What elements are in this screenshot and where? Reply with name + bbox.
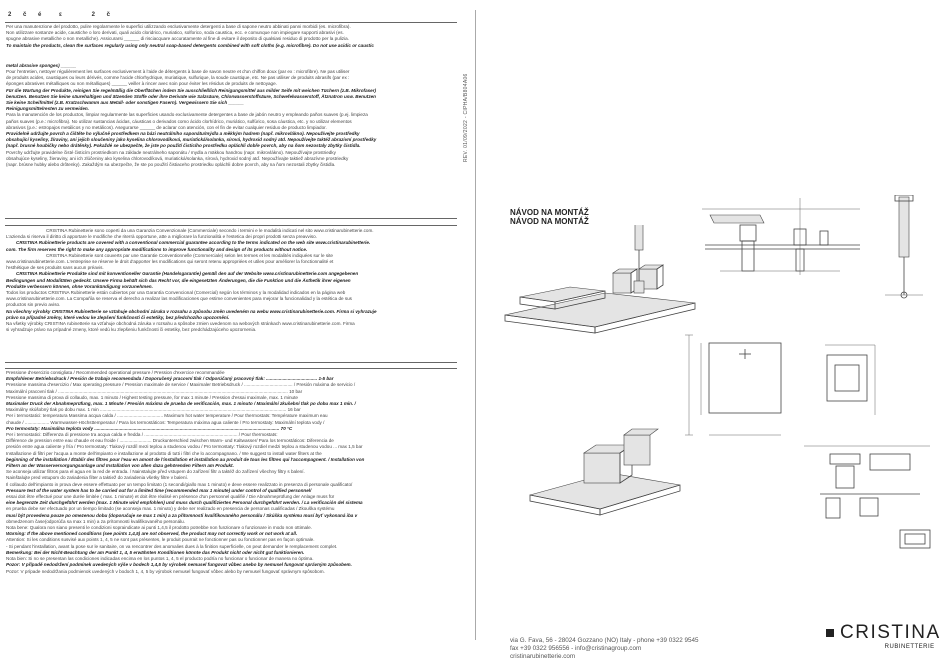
hand-shower-drawing xyxy=(875,195,935,305)
text-line: Povrchy udržujte pravidelne čisté čisticím prostriedkom na základe neutrálneho saponátu / mydla a mäkkou handrou (napr. mikrovlákno). Nepoužívajte prostriedky xyxy=(6,149,336,155)
text-line: Nota bene: Qualora non siano presenti le condizioni sopraindicate ai punti 1,4,5 il prodotto potrebbe non funzionare o funzionare in modo non ottimale. xyxy=(6,525,312,531)
text-line: Maximaler Druck der Abnahmeprüfung, max. 1 Minute / Presión máxima de prueba de verificación, max. 1 minuto / Maximální zkušební tlak po dobu max 1 min. / xyxy=(6,401,356,407)
brand-square-icon xyxy=(826,629,834,637)
text-line: obsahujúce kyseliny, žieraviny, ani ich zlúčeniny ako kyselina chlorovodíková, muriatická/solanka, sírová, hydroxid sodný atď. Nepoužívajte taktiež abrazívne prostriedky xyxy=(6,155,349,161)
text-line: Différence de pression entre eau chaude et eau froide / ......................... Druckunterschied zwischen Warm- und Kaltwasser/ Para los termostáticos: Diferencia de xyxy=(6,438,334,444)
text-line: Per i termostatici: Differenza di pressione tra acqua calda e fredda / ......................................................................... / Pour thermostats: xyxy=(6,432,278,438)
text-line: Pour l'entretien, nettoyer régulièrement les surfaces exclusivement à l'aide de détergents à base de savon neutre et d'un chiffon doux (par ex : microfibre). Ne pas utiliser xyxy=(6,69,350,75)
text-line: Pro termostaty: Maximálna teplota vody ................................................................................................................................................. 70 °C xyxy=(6,425,293,431)
handle-left xyxy=(613,269,637,293)
text-line: abrasivos (p.e.: estropajos metálicos y no metálicos). Asegurarse ______ de aclarar con atención, con el fin de evitar cualquier residuo de producto limpiador. xyxy=(6,124,327,130)
text-line: Pozor: V případě nedodržení podmínek uvedených výše v bodech 1,4,5 by výrobek nemusel fungovat vůbec anebo by nemusel fungovat správným způsobem. xyxy=(6,562,352,568)
text-line: Pozor: V prípade nedodržania podmienok uvedených v bodoch 1, 4, 5 by výrobok nemusel fungovať vôbec alebo by nemusel fungovať správnym spôsobom. xyxy=(6,568,325,574)
text-line: Pravidelně udržujte povrch a čištěte ho výlučně prostředkem na bázi neutrálního saponátu/mýdla a měkkým hadrem (např. mikrovlákno). Nepoužívejte prostředky xyxy=(6,131,360,137)
text-line: www.cristinarubinetterie.com. La Compañía se reserva el derecho a realizar las modificaciones que estime convenientes para mejorar la funcionalidad y la estética de sus xyxy=(6,296,352,302)
text-line: CRISTINA Rubinetterie products are covered with a conventional commercial guarantee according to the terms indicated on the web site www.cristinarubinetterie. xyxy=(16,240,371,246)
text-line: CRISTINA Rubinetterie sono coperti da una Garanzia Convenzionale (Commerciale) secondo i termini e le modalità indicati nel sito www.cristinarubinetterie.com. xyxy=(46,228,374,233)
header-symbol: č xyxy=(106,12,115,18)
text-line: Pressione massima di prova di collaudo, max. 1 minuto / Highest testing pressure, for max 1 minute / Pression d'essai maximale, max. 1 minute xyxy=(6,394,298,400)
mixer-isometric-drawing xyxy=(495,225,705,365)
text-line: Bedingungen und Modalitäten gedeckt. Unsere Firma behält sich das Recht vor, die eingesetzten Änderungen, die die Funktion und die Ästhetik ihrer eigenen xyxy=(6,277,351,283)
text-line: Reinigungsmittelresten zu vermeiden. xyxy=(6,106,89,112)
text-line: presión entre agua caliente y fría / Pro termostaty: Tlakový rozdíl mezi teplou a studenou vodou / Pro termostaty: Tlakový rozdiel medzi teplou a studenou vodou ... max 1,5 bar xyxy=(6,444,363,450)
text-line: chaude / ................... Warmwasser-Höchsttemperatur / Para los termostáticos: Temperatura máxima agua caliente / Pro termostaty: Maximální teplota vody / xyxy=(6,419,325,425)
text-line: Per i termostatici: temperatura Massima acqua calda / .................................... Maximum hot water temperature / Pour thermostats: Température maximum eau xyxy=(6,413,328,419)
divider xyxy=(5,22,457,23)
brand-logo xyxy=(826,622,941,650)
revision-code: REV. 01/09/2022 - CIPHA/B804A06 xyxy=(463,73,469,162)
text-line: eine begrenzte Zeit durchgeführt werden (max. 1 Minute wird empfohlen) und muss durch qualifiziertes Personal durchgeführt werden. / La verificación del sistema xyxy=(6,500,363,506)
text-line: Se aconseja utilizar filtros para el agua en la red de entrada. / Nainstalujte před vstupem do zařízení filtr a taktéž do zařízení všechny filtry s balení. xyxy=(6,469,305,475)
text-line: CRISTINA Rubinetterie sont couverts par une Garantie Conventionnelle (Commerciale) selon les termes et les modalités indiquées sur le site xyxy=(46,252,333,258)
text-line: éponges abrasives métalliques ou non métalliques) ______ veiller à rincer avec soin pour éviter les résidus de produits de nettoyage. xyxy=(6,81,277,87)
text-line: Bemerkung: Bei der Nicht-Beachtung der am Punkt 1, 4, 5 erwähnten Konditionen könnte das Produkt nicht oder nicht gut funktionieren. xyxy=(6,549,305,555)
text-line: Empfohlener Betriebsdruck / Presión de trabajo recomendada / Doporučený pracovní tlak / Odporúčaný pracovný tlak: ........................................ 1-5 bar xyxy=(6,376,334,382)
company-fax-email: fax +39 0322 956556 - info@cristinagroup.com xyxy=(510,645,642,652)
diverter-isometric-drawing xyxy=(520,425,690,535)
text-line: benutzen. Benutzen Sie keine säurehaltigen und ätzenden Stoffe oder ihre Derivate wie Salzsäure, Chlorwasserstoffsäure, Schwefelwasserstoff, Ätznatron usw. Benutzen xyxy=(6,93,376,99)
brand-subtitle: RUBINETTERIE xyxy=(884,644,935,650)
text-line: de produits acides, caustiques ou leurs dérivés, comme l'acide chlorhydrique, muriatique, sulfurique, la soude caustique, etc. Ne pas utiliser de produits abrasifs (par ex : xyxy=(6,75,350,81)
text-line: Il collaudo dell'impianto in prova deve essere effettuato per un tempo limitato (1 secondi/giallo max 1 minuto) e deve essere realizzato in presenza di personale qualificato/ xyxy=(6,481,353,487)
text-line: www.cristinarubinetterie.com. L'entreprise se réserve le droit d'apporter les modifications qui seront retenu appropriées et utiles pour améliorer la fonctionnalité et xyxy=(6,259,334,265)
text-line: Para la manutención de los productos, limpiar regularmente las superficies usando exclusivamente detergentes a base de jabón neutro y empleando paños suaves (p.ej. limpieza xyxy=(6,112,368,118)
text-line: (napr. brúsne hubky alebo drôtenky). Zakaždým sa ubezpečte, že ste po použití čistiaceho prostriedku opláchli dobre povrch, aby na ňom nezostali zbytky čistidla. xyxy=(6,162,336,168)
text-line: en prueba debe ser efectuado por un tiempo limitado (se aconseja max. 1 minuto) y debe ser realizado en presencia de personas cualificadas / Zkouška systému xyxy=(6,506,335,512)
text-line: CRISTINA Rubinetterie Produkte sind mit konventioneller Garantie (Handelsgarantie) gemäß den auf der Website www.cristinarubinetterie.com angegebenen xyxy=(16,271,359,277)
text-line: Pressure test of the water system has to be carried out for a limited time (recommended max 1 minute) under control of qualified personnel/ xyxy=(6,487,312,493)
header-symbol: 2 xyxy=(8,12,17,18)
text-line: Warning: If the above mentioned conditions (see points 1,4,5) are not observed, the product may not correctly work or not work at all. xyxy=(6,531,298,537)
text-line: Produkte verbessern können, ohne Vorankündigung vorzunehmen. xyxy=(6,283,153,289)
installation-title-line: NÁVOD NA MONTÁŽ xyxy=(510,208,589,217)
text-line xyxy=(6,49,456,63)
header-symbol: é xyxy=(38,12,47,18)
text-line: Na všetky výrobky CRISTINA rubinetterie sa vzťahuje obchodná záruka v rozsahu a spôsobe zmien uvedenom na webových stránkach www.cristinarubinetterie.com. Firma xyxy=(6,321,355,327)
maintenance-section xyxy=(6,24,456,234)
text-line: metal abrasive sponges) ______ xyxy=(6,62,77,68)
text-line: Maximální pracovní tlak / .................................................................................................................................................................................... 10 bar xyxy=(6,388,303,394)
warranty-section xyxy=(6,228,456,333)
text-line: Für die Wartung der Produkte, reinigen Sie regelmäßig die Oberflächen indem Sie ausschließlich Reinigungsmittel aus milder Seife mit weichen Tüchern (z.B. Mikrofaser) xyxy=(6,87,377,93)
brand-name: CRISTINA xyxy=(840,622,941,643)
text-line: com. The firm reserves the right to make any appropriate modifications to improve functionality and design of its products without notice. xyxy=(6,246,308,252)
text-line: beginning of the installation / Établir des filtres pour l'eau en amont de l'installation et installation au produit de tous les filtres qui l'accompagnent. / Installation von xyxy=(6,456,365,462)
text-line: obsahující kyseliny, žíraviny, ani jejich sloučeniny jako kyselina chlorovodíková, muriatická/solanka, sírová, hydroxid sodný atd. Nepoužívejte taktéž abrazivní prostředky xyxy=(6,137,377,143)
divider xyxy=(475,10,476,640)
text-line: productos sin previo aviso. xyxy=(6,302,61,308)
text-line: Na všechny výrobky CRISTINA Rubinetterie se vztahuje obchodní záruka v rozsahu a způsobu změn uvedeném na webu www.cristinarubinetterie.com. Firma si vyhrazuje xyxy=(6,308,377,314)
text-line: si vyhradzuje právo na prípadné zmeny, ktoré vedú ku zlepšeniu funkčnosti či estetiky, bez predchádzajúceho upozornenia. xyxy=(6,327,257,333)
header-symbol: ε xyxy=(59,12,67,18)
text-line: (např. brusné houbičky nebo drátěnky). Pokaždé se ubezpečte, že jste po použití čisticího prostředku opláchli dobře povrch, aby na ňom nezostaly zbytky čistidla. xyxy=(6,143,361,149)
text-line: Filtern an der Wasserversorgungsanlage und Installation von allen dazu gehörenden Filtern am Produkt. xyxy=(6,463,234,469)
divider xyxy=(5,225,457,226)
text-line: Non utilizzare sostanze acide, caustiche o loro derivati, quali acido cloridrico, muriatico, solforico, soda caustica, ecc. e comunque non impiegare supporti abrasivi (es. xyxy=(6,30,344,36)
text-line: Attention: Si les conditions susvisé aux points 1, 4, 5 ne sont pas présentes, le produit pourrait ne fonctionner pas ou fonctionner pas en façon optimale. xyxy=(6,537,315,543)
text-line: Pressione massima d'esercizio / Max operating pressure / Pression maximale de service / Maximaler Betriebsdruck / ...................................... / Presión máxima de servicio / xyxy=(6,382,356,388)
divider xyxy=(5,368,457,369)
text-line: To maintain the products, clean the surfaces regularly using only neutral soap-based detergents combined with soft cloths (e.g. microfibre). Do not use acidic or caustic xyxy=(6,42,374,48)
header-symbols xyxy=(8,12,115,18)
divider xyxy=(5,218,457,219)
side-elevation-drawing xyxy=(700,195,870,280)
text-line: musí být provedena pouze po omezenou dobu (doporučuje se max 1 min) a za přítomnosti kvalifikovaného personálu / Skúška systému musí byť vykonaná iba v xyxy=(6,512,358,518)
text-line: spugne abrasive metalliche o non metalliche). Assicurarsi ______ di risciacquare accuratamente al fine di evitare il deposito di qualsiasi residuo di prodotto per la pulizia. xyxy=(6,36,349,42)
text-line: l'esthétique de ses produits sans aucun préavis. xyxy=(6,265,104,271)
text-line: Nota bien: Si no se presentan las condiciones indicadas encima en los puntos 1, 4, 5 el producto podría no funcionar o funcionar de manera no óptima. xyxy=(6,556,314,562)
fittings-detail-drawing xyxy=(800,440,940,550)
company-address: via G. Fava, 56 - 28024 Gozzano (NO) Italy - phone +39 0322 9545 xyxy=(510,637,699,644)
text-line: Nainštalujte pred vstupom do zariadenia filter a taktiež do zariadenia všetky filtre v balení. xyxy=(6,475,189,481)
divider xyxy=(5,362,457,363)
text-line: Maximálny skúšobný tlak po dobu max. 1 min .................................................................................................................................................. 16 bar xyxy=(6,407,301,413)
text-line: Per una manutenzione del prodotto, pulire regolarmente le superfici utilizzando esclusivamente detergenti a base di sapone neutro abbinati panni morbidi (es. microfibra). xyxy=(6,24,351,29)
header-symbol: č xyxy=(23,12,32,18)
installation-title-line: NÁVOD NA MONTÁŽ xyxy=(510,217,589,226)
header-symbol: 2 xyxy=(91,12,100,18)
text-line: obmedzenom čase(odporúča sa max 1 min) a za prítomnosti kvalifikovaného personálu. xyxy=(6,518,185,524)
text-line: Pressione d'esercizio consigliata / Recommended operational pressure / Pression d'exercice recommandée xyxy=(6,370,225,375)
text-line: L'azienda si riserva il diritto di apportare le modifiche che riterrà opportune, atte a migliorare la funzionalità e l'estetica dei propri prodotti senza preavviso. xyxy=(6,234,317,240)
technical-specs-section xyxy=(6,370,456,575)
company-website[interactable]: cristinarubinetterie.com xyxy=(510,653,576,660)
text-line: právo na případné změny, které vedou ke zlepšení funkčnosti či estetiky, bez předchozího upozornění. xyxy=(6,314,230,320)
text-line: Todos los productos CRISTINA Rubinetterie están cubiertos por una Garantía Convencional (Comercial) según los términos y la modalidad indicados en la página web xyxy=(6,290,346,296)
text-line: Sie keine Scheifmittel (z.B. Kratzschwamm aus Metall- oder sonstigen Fasern). Vergewissern Sie sich ______ xyxy=(6,100,244,106)
text-line: paños suaves (p.e.: microfibra). No utilizar sustancias ácidas, cáusticas o derivados como ácido clorhídrico, muriático, sulfúrico, sosa cáustica, etc. y no utilizar elementos xyxy=(6,118,352,124)
company-contact xyxy=(510,637,699,661)
text-line: - Si pendant l'installation, avant la pose sur le sanitaire, on va rencontrer des anomalies dues à la finition superficielle, on peut demander le remplacement complet. xyxy=(6,543,338,549)
text-line: essai doit être effectué pour une durée limitée ( max. 1 minute) et doit être réalisé en présence d'un personnel qualifié / Die Abnahmeprüfung der Anlage muss für xyxy=(6,494,335,500)
text-line: Installazione di filtri per l'acqua a monte dell'impianto e installazione al prodotto di tutti i filtri che lo accompagnano. / We suggest to install water filters at the xyxy=(6,450,322,456)
installation-title xyxy=(510,208,589,226)
